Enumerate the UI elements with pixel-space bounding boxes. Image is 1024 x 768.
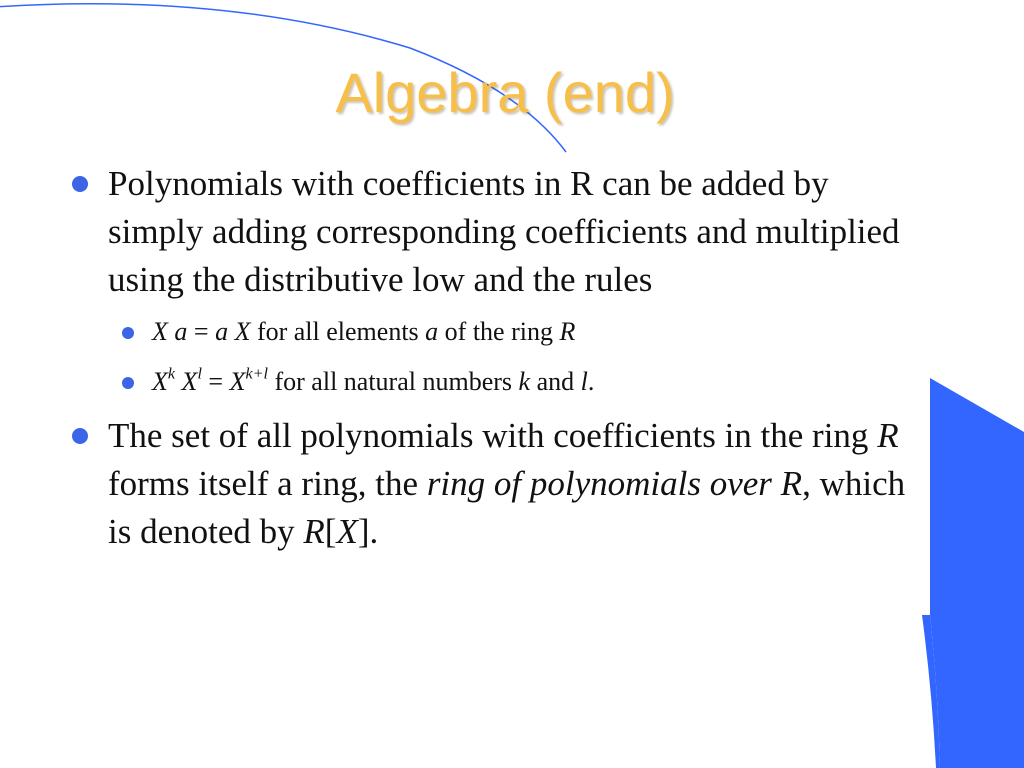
bullet-text: , which is denoted by — [108, 464, 906, 551]
bullet-dot-icon — [72, 176, 88, 192]
math-variable: l — [580, 367, 588, 396]
math-base: X — [229, 367, 246, 396]
math-variable: k — [518, 367, 531, 396]
bullet-text: Polynomials with coefficients in R can be added by simply adding corresponding coefficients and multiplied using the distributive low and the rules — [108, 164, 900, 299]
sub-bullet-item — [152, 315, 852, 349]
math-expression: a X — [215, 317, 251, 346]
math-base: X — [152, 367, 168, 396]
sub-bullet-text: for all elements — [250, 317, 426, 346]
bullet-text: forms itself a ring, the — [108, 464, 427, 503]
sub-bullet-text: . — [587, 367, 595, 396]
math-exponent: l — [197, 365, 202, 383]
sub-bullet-item — [152, 365, 852, 399]
math-variable: R — [303, 512, 325, 551]
sub-bullet-dot-icon — [122, 377, 134, 389]
bullet-dot-icon — [72, 428, 88, 444]
math-exponent: k — [167, 365, 176, 383]
sub-bullet-text: for all natural numbers — [267, 367, 519, 396]
sub-bullet-text: of the ring — [438, 317, 560, 346]
bullet-text: . — [369, 512, 379, 551]
bullet-item — [108, 412, 908, 556]
sub-bullet-dot-icon — [122, 327, 134, 339]
sub-bullet-text: and — [530, 367, 581, 396]
math-expression: X a — [152, 317, 188, 346]
math-exponent: k+l — [245, 365, 268, 383]
math-bracket: [ — [324, 512, 337, 551]
math-variable: a — [425, 317, 439, 346]
math-variable: R — [559, 317, 576, 346]
math-variable: X — [336, 512, 358, 551]
emphasized-term: ring of polynomials over R — [426, 464, 803, 503]
bullet-text: The set of all polynomials with coefficients in the ring — [108, 416, 878, 455]
math-variable: R — [877, 416, 899, 455]
math-equals: = — [187, 317, 216, 346]
bullet-item — [108, 160, 908, 304]
math-bracket: ] — [357, 512, 370, 551]
slide-title: Algebra (end) — [335, 61, 675, 124]
math-equals: = — [201, 367, 230, 396]
math-base: X — [181, 367, 198, 396]
